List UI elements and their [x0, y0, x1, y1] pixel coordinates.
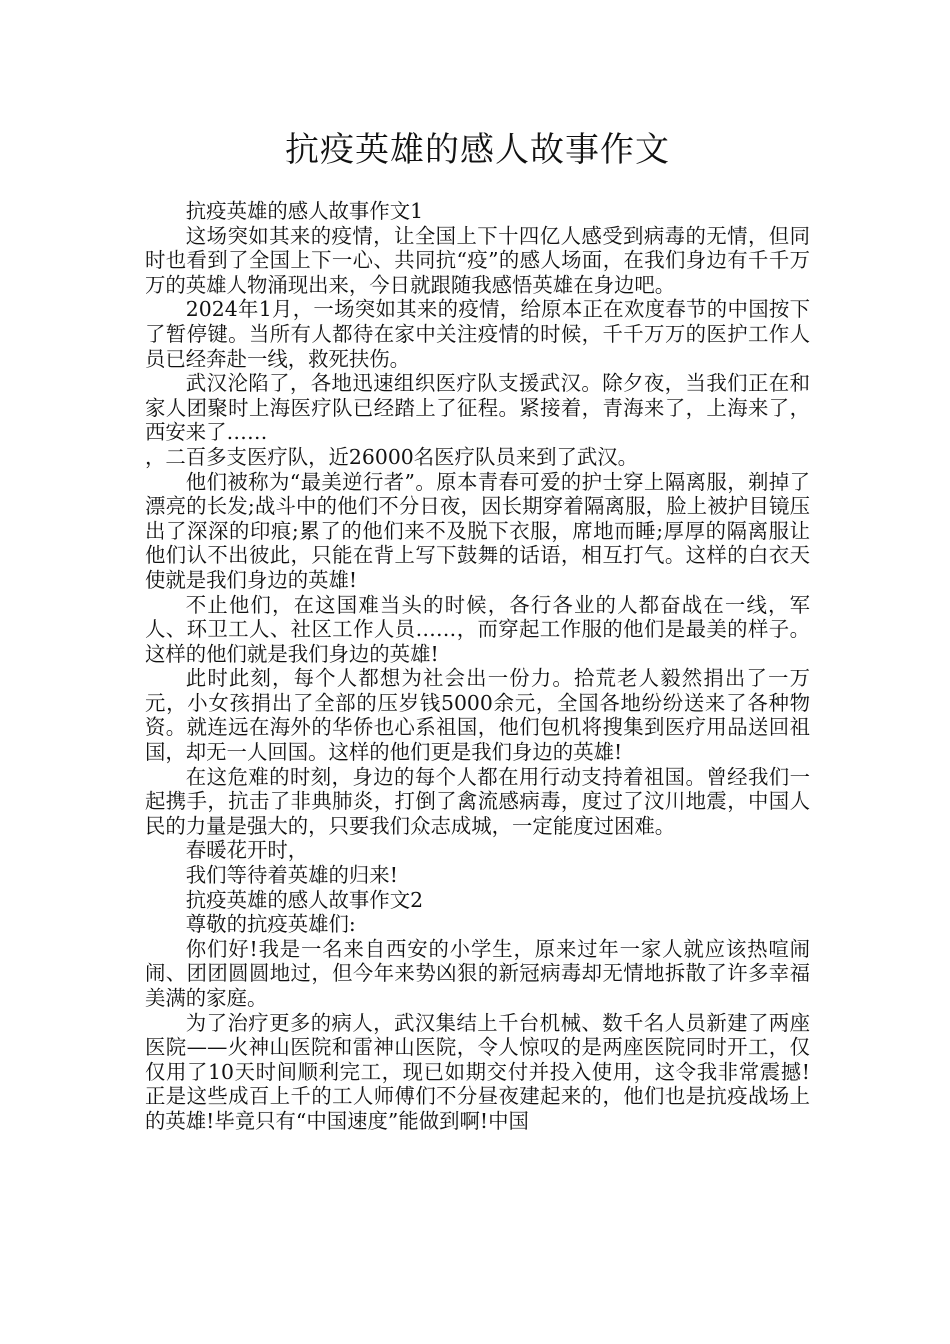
paragraph: ，二百多支医疗队，近26000名医疗队员来到了武汉。	[145, 444, 639, 469]
paragraph: 2024年1月，一场突如其来的疫情，给原本正在欢度春节的中国按下了暂停键。当所有人都待在家中关注疫情的时候，千千万万的医护工作人员已经奔赴一线，救死扶伤。	[145, 297, 810, 371]
paragraph: 这场突如其来的疫情，让全国上下十四亿人感受到病毒的无情，但同时也看到了全国上下一心、共同抗“疫”的感人场面，在我们身边有千千万万的英雄人物涌现出来，今日就跟随我感悟英雄在身边吧。	[145, 223, 810, 297]
paragraph: 你们好!我是一名来自西安的小学生，原来过年一家人就应该热喧闹闹、团团圆圆地过，但今年来势凶狠的新冠病毒却无情地拆散了许多幸福美满的家庭。	[145, 936, 810, 1010]
paragraph: 抗疫英雄的感人故事作文1	[185, 199, 424, 223]
document-title: 抗疫英雄的感人故事作文	[285, 130, 670, 170]
paragraph: 为了治疗更多的病人，武汉集结上千台机械、数千名人员新建了两座医院——火神山医院和雷神山医院，令人惊叹的是两座医院同时开工，仅仅用了10天时间顺利完工，现已如期交付并投入使用，这令我非常震撼!正是这些成百上千的工人师傅们不分昼夜建起来的，他们也是抗疫战场上的英雄!毕竟只有“中国速度”能做到啊!中国	[145, 1010, 810, 1133]
paragraph: 他们被称为“最美逆行者”。原本青春可爱的护士穿上隔离服，剃掉了漂亮的长发;战斗中的他们不分日夜，因长期穿着隔离服，脸上被护目镜压出了深深的印痕;累了的他们来不及脱下衣服，席地而睡;厚厚的隔离服让他们认不出彼此，只能在背上写下鼓舞的话语，相互打气。这样的白衣天使就是我们身边的英雄!	[145, 469, 810, 592]
paragraph: 春暖花开时，	[185, 838, 309, 863]
paragraph: 不止他们，在这国难当头的时候，各行各业的人都奋战在一线，军人、环卫工人、社区工作人员……，而穿起工作服的他们是最美的样子。这样的他们就是我们身边的英雄!	[145, 592, 810, 666]
paragraph: 尊敬的抗疫英雄们:	[185, 912, 356, 937]
document-body	[145, 199, 810, 1134]
paragraph: 抗疫英雄的感人故事作文2	[185, 887, 424, 912]
paragraph: 武汉沦陷了，各地迅速组织医疗队支援武汉。除夕夜，当我们正在和家人团聚时上海医疗队已经踏上了征程。紧接着，青海来了，上海来了，西安来了……	[145, 371, 810, 445]
paragraph: 此时此刻，每个人都想为社会出一份力。拾荒老人毅然捐出了一万元，小女孩捐出了全部的压岁钱5000余元，全国各地纷纷送来了各种物资。就连远在海外的华侨也心系祖国，他们包机将搜集到医疗用品送回祖国，却无一人回国。这样的他们更是我们身边的英雄!	[145, 666, 810, 765]
paragraph: 在这危难的时刻，身边的每个人都在用行动支持着祖国。曾经我们一起携手，抗击了非典肺炎，打倒了禽流感病毒，度过了汶川地震，中国人民的力量是强大的，只要我们众志成城，一定能度过困难。	[145, 764, 810, 838]
paragraph: 我们等待着英雄的归来!	[185, 863, 398, 888]
